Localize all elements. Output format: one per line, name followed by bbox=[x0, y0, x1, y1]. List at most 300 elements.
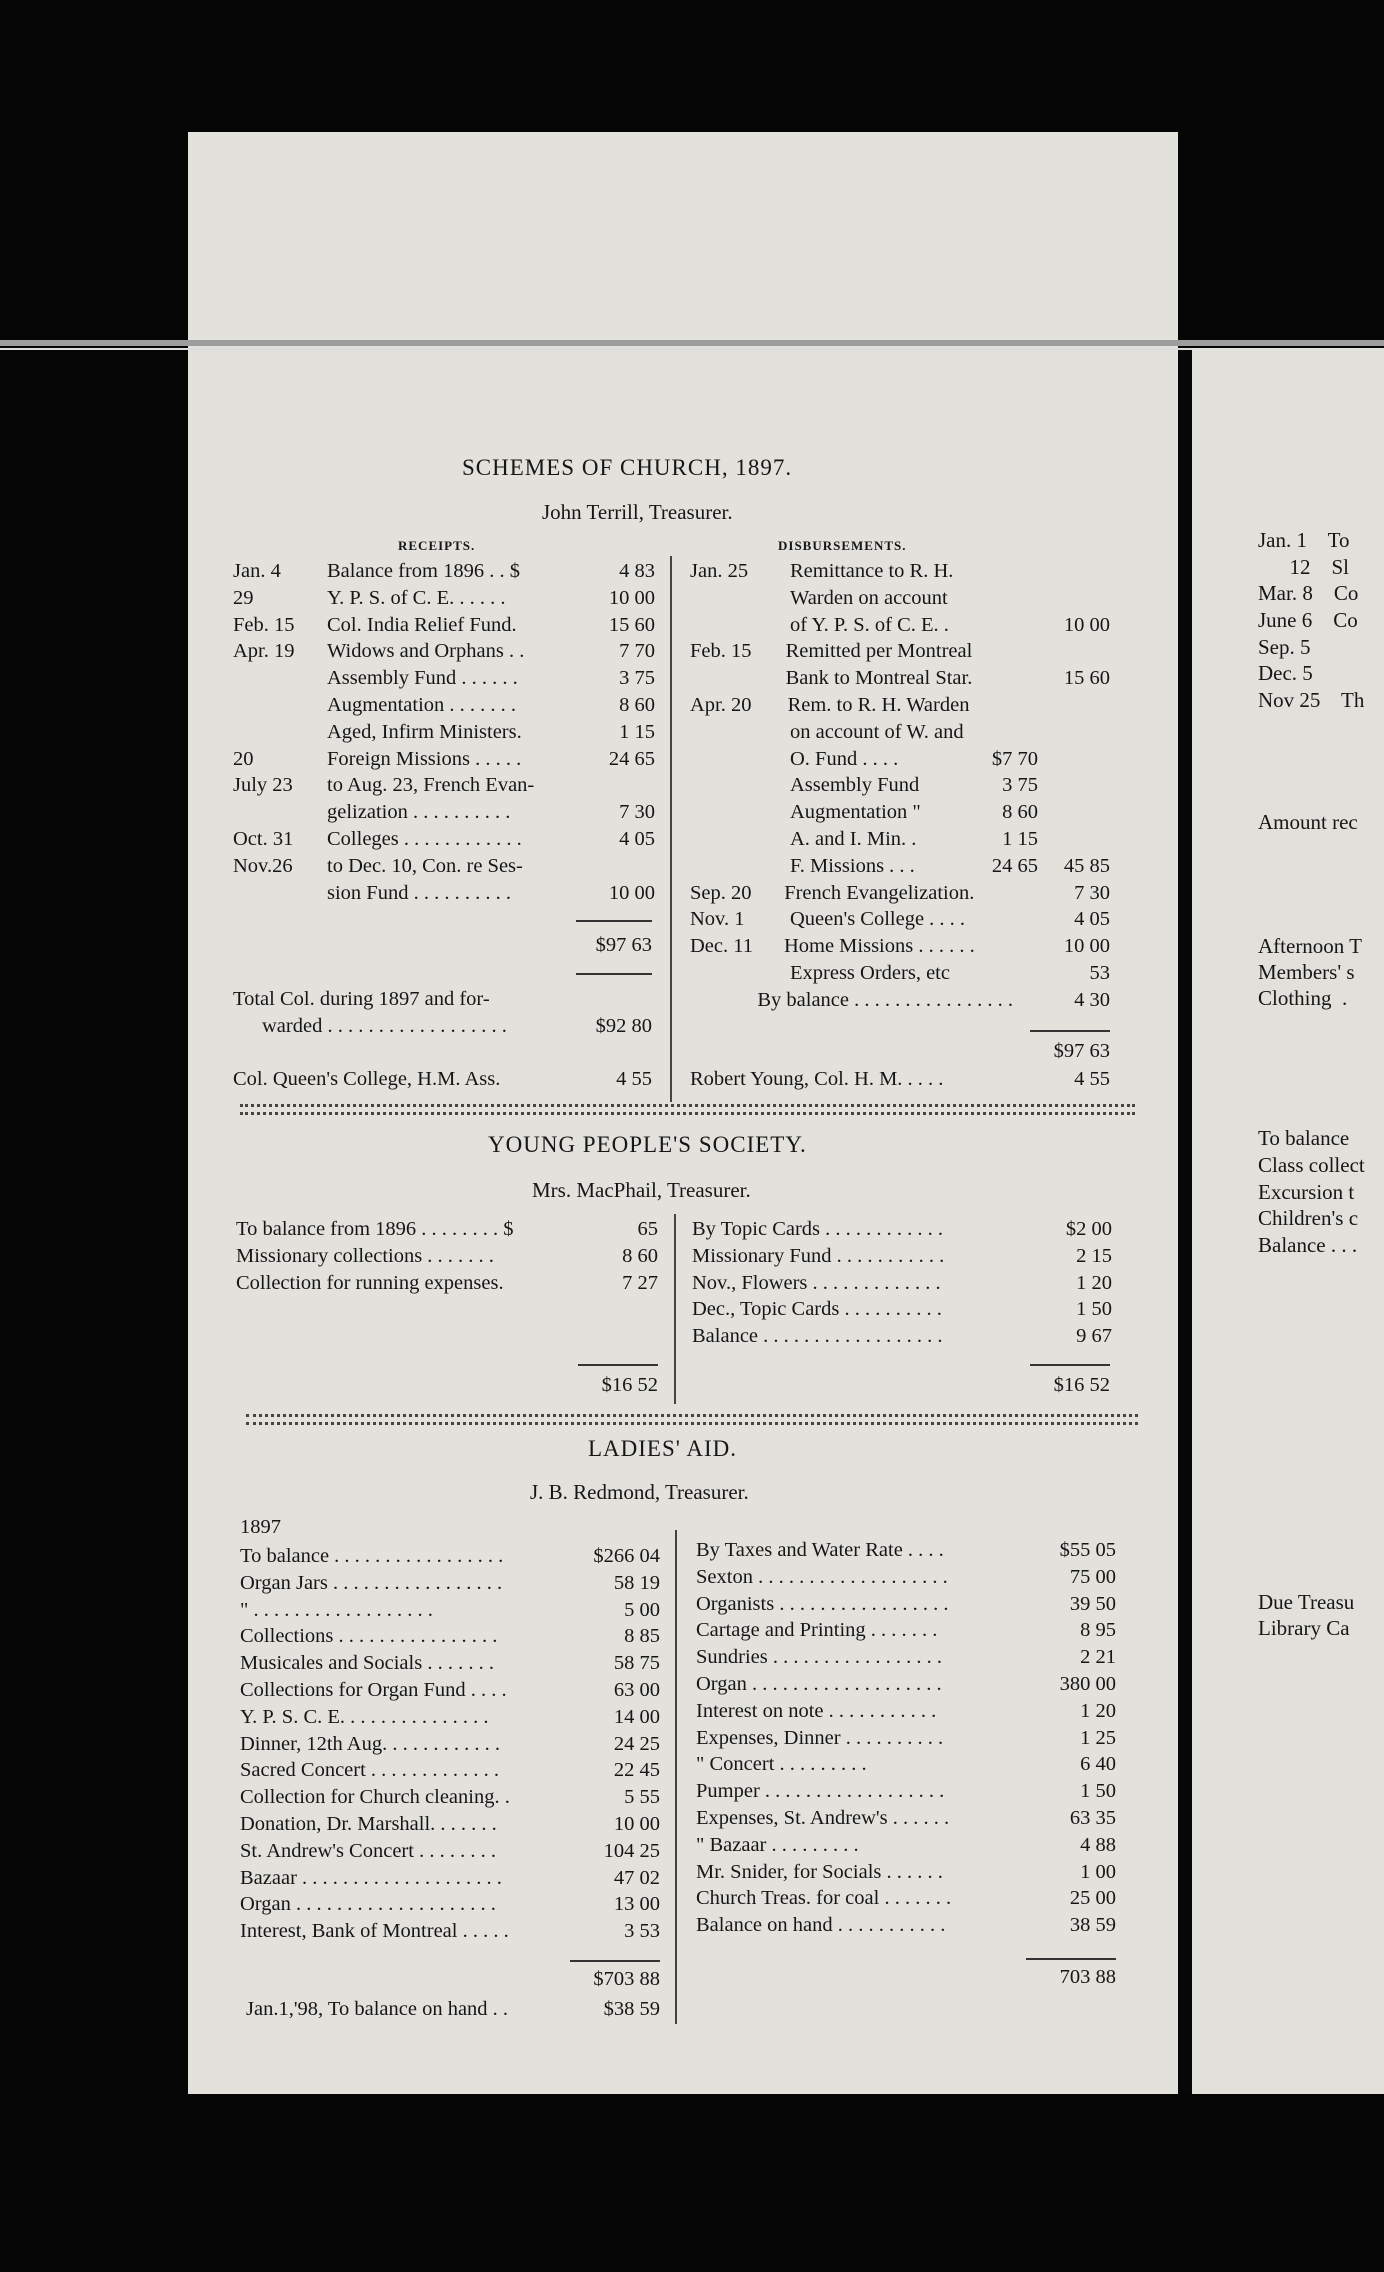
ledger-row bbox=[240, 1757, 660, 1784]
entry-description: Express Orders, etc bbox=[790, 961, 950, 984]
entry-description: Donation, Dr. Marshall. . . . . . . bbox=[240, 1812, 497, 1835]
entry-description: By Topic Cards . . . . . . . . . . . . bbox=[692, 1218, 944, 1240]
adjacent-page-line: Mar. 8 Co bbox=[1258, 581, 1359, 605]
entry-amount bbox=[1041, 638, 1110, 665]
entry-description: sion Fund . . . . . . . . . . bbox=[327, 881, 511, 904]
entry-date bbox=[690, 987, 757, 1014]
entry-description: " Concert . . . . . . . . . bbox=[696, 1753, 867, 1776]
entry-description: Collections . . . . . . . . . . . . . . . . bbox=[240, 1625, 498, 1648]
entry-amount: 4 83 bbox=[619, 560, 655, 582]
column-divider bbox=[670, 556, 672, 1102]
entry-date bbox=[233, 719, 327, 746]
entry-date bbox=[233, 665, 327, 692]
ledger-row bbox=[696, 1832, 1116, 1859]
entry-amount: 58 19 bbox=[613, 1571, 660, 1594]
ledger-row bbox=[696, 1751, 1116, 1778]
entry-amount: 7 30 bbox=[1074, 881, 1110, 904]
entry-amount bbox=[1038, 585, 1110, 612]
ledger-row bbox=[690, 692, 1110, 719]
entry-description: Assembly Fund bbox=[790, 774, 920, 797]
disbursements-header: DISBURSEMENTS. bbox=[778, 538, 907, 553]
entry-description: on account of W. and bbox=[790, 720, 964, 743]
entry-subamount bbox=[974, 880, 1042, 907]
entry-description: By balance . . . . . . . . . . . . . . . . bbox=[757, 988, 1013, 1011]
entry-description: Collection for Church cleaning. . bbox=[240, 1786, 510, 1809]
entry-description: To balance . . . . . . . . . . . . . . . . . bbox=[240, 1545, 504, 1567]
entry-amount: 10 00 bbox=[608, 881, 655, 904]
section-separator bbox=[246, 1414, 1138, 1417]
receipts-list bbox=[233, 558, 655, 906]
adjacent-page-line: 12 Sl bbox=[1258, 555, 1350, 579]
entry-description: O. Fund . . . . bbox=[790, 747, 899, 770]
entry-description: of Y. P. S. of C. E. . bbox=[790, 613, 949, 636]
disb-total-rule bbox=[1030, 1030, 1110, 1032]
entry-description: " . . . . . . . . . . . . . . . . . . bbox=[240, 1598, 433, 1621]
entry-date bbox=[690, 826, 790, 853]
queens-col-left-amt: 4 55 bbox=[616, 1068, 652, 1090]
entry-date bbox=[233, 880, 327, 907]
entry-amount bbox=[1038, 826, 1110, 853]
entry-subamount: 1 15 bbox=[1002, 827, 1038, 850]
entry-amount: 1 15 bbox=[619, 720, 655, 743]
entry-amount: 8 95 bbox=[1080, 1619, 1116, 1642]
entry-description: Sexton . . . . . . . . . . . . . . . . . . . bbox=[696, 1565, 948, 1588]
entry-description: To balance from 1896 . . . . . . . . $ bbox=[236, 1218, 514, 1240]
ledger-row bbox=[240, 1731, 660, 1758]
entry-amount: $2 00 bbox=[1065, 1218, 1112, 1240]
adjacent-page-line: June 6 Co bbox=[1258, 608, 1358, 632]
ladies-left-total-rule bbox=[570, 1960, 660, 1962]
entry-description: to Dec. 10, Con. re Ses- bbox=[327, 854, 523, 877]
entry-amount: 63 00 bbox=[613, 1678, 660, 1701]
entry-description: Warden on account bbox=[790, 586, 948, 609]
entry-date: Apr. 19 bbox=[233, 640, 295, 663]
entry-subamount: $7 70 bbox=[991, 747, 1038, 770]
entry-description: gelization . . . . . . . . . . bbox=[327, 801, 511, 824]
entry-amount: 4 05 bbox=[1074, 908, 1110, 931]
ledger-row bbox=[696, 1859, 1116, 1886]
ledger-row bbox=[233, 692, 655, 719]
adjacent-page-line: Balance . . . bbox=[1258, 1233, 1358, 1257]
entry-date bbox=[690, 665, 786, 692]
adjacent-page-line: Afternoon T bbox=[1258, 934, 1363, 958]
ledger-row bbox=[236, 1270, 658, 1297]
entry-amount: 1 50 bbox=[1080, 1780, 1116, 1803]
entry-amount: 8 60 bbox=[622, 1244, 658, 1267]
queens-col-right: Robert Young, Col. H. M. . . . . bbox=[690, 1068, 944, 1090]
column-divider bbox=[674, 1214, 676, 1404]
entry-amount: 39 50 bbox=[1069, 1592, 1116, 1615]
entry-date: Apr. 20 bbox=[690, 693, 752, 716]
entry-description: Nov., Flowers . . . . . . . . . . . . . bbox=[692, 1271, 941, 1294]
adjacent-page-line: Due Treasu bbox=[1258, 1590, 1355, 1614]
entry-amount bbox=[1038, 558, 1110, 585]
entry-date bbox=[690, 612, 790, 639]
entry-description: Balance on hand . . . . . . . . . . . bbox=[696, 1914, 946, 1937]
entry-amount bbox=[1038, 772, 1110, 799]
entry-amount: 2 15 bbox=[1076, 1244, 1112, 1267]
adjacent-page-line: Jan. 1 To bbox=[1258, 528, 1350, 552]
entry-description: Y. P. S. C. E. . . . . . . . . . . . . . . bbox=[240, 1705, 489, 1728]
entry-description: Remittance to R. H. bbox=[790, 560, 954, 582]
page-fold-highlight bbox=[0, 348, 1384, 350]
ledger-row bbox=[233, 826, 655, 853]
entry-amount: 8 85 bbox=[624, 1625, 660, 1648]
adjacent-page-line: Excursion t bbox=[1258, 1180, 1355, 1204]
entry-amount: 58 75 bbox=[613, 1652, 660, 1675]
entry-subamount bbox=[966, 960, 1038, 987]
entry-description: Assembly Fund . . . . . . bbox=[327, 667, 518, 690]
ledger-row bbox=[240, 1865, 660, 1892]
page-fold-line bbox=[0, 340, 1384, 346]
entry-subamount bbox=[969, 692, 1039, 719]
entry-description: Musicales and Socials . . . . . . . bbox=[240, 1652, 494, 1675]
entry-subamount bbox=[1013, 987, 1062, 1014]
ladies-closing: Jan.1,'98, To balance on hand . . bbox=[246, 1998, 509, 2020]
entry-amount bbox=[1038, 746, 1110, 773]
entry-date bbox=[690, 585, 790, 612]
entry-date: 29 bbox=[233, 586, 254, 609]
ledger-row bbox=[696, 1671, 1116, 1698]
ledger-row bbox=[696, 1805, 1116, 1832]
entry-amount: 1 50 bbox=[1076, 1298, 1112, 1321]
disb-total: $97 63 bbox=[1053, 1040, 1110, 1062]
entry-amount: 9 67 bbox=[1076, 1325, 1112, 1348]
ladies-left-list bbox=[240, 1543, 660, 1945]
ledger-row bbox=[696, 1698, 1116, 1725]
forwarded-rule bbox=[576, 973, 652, 975]
ledger-row bbox=[240, 1543, 660, 1570]
ledger-row bbox=[692, 1216, 1112, 1243]
ledger-row bbox=[690, 960, 1110, 987]
young-title: YOUNG PEOPLE'S SOCIETY. bbox=[488, 1132, 807, 1157]
forwarded-line-1: Total Col. during 1897 and for- bbox=[233, 988, 490, 1010]
entry-description: Pumper . . . . . . . . . . . . . . . . . . bbox=[696, 1780, 945, 1803]
entry-subamount bbox=[972, 638, 1041, 665]
entry-amount: 15 60 bbox=[1063, 667, 1111, 690]
entry-amount: 63 35 bbox=[1069, 1806, 1116, 1829]
ladies-right-total: 703 88 bbox=[1059, 1966, 1116, 1988]
ladies-treasurer: J. B. Redmond, Treasurer. bbox=[530, 1480, 749, 1504]
ledger-row bbox=[240, 1784, 660, 1811]
entry-amount: 4 30 bbox=[1074, 988, 1110, 1011]
entry-description: Rem. to R. H. Warden bbox=[787, 693, 970, 716]
ledger-row bbox=[236, 1216, 658, 1243]
ledger-row bbox=[690, 746, 1110, 773]
ledger-row bbox=[233, 853, 655, 880]
section-separator bbox=[240, 1104, 1135, 1107]
entry-date bbox=[690, 719, 790, 746]
ledger-row bbox=[240, 1704, 660, 1731]
column-divider bbox=[675, 1530, 677, 2024]
forwarded-line-2: warded . . . . . . . . . . . . . . . . . . bbox=[262, 1015, 507, 1037]
ledger-row bbox=[692, 1296, 1112, 1323]
ledger-row bbox=[692, 1270, 1112, 1297]
ledger-row bbox=[696, 1778, 1116, 1805]
entry-description: A. and I. Min. . bbox=[790, 827, 917, 850]
adjacent-page-line: Nov 25 Th bbox=[1258, 688, 1365, 712]
entry-amount bbox=[1038, 719, 1110, 746]
ledger-row bbox=[690, 585, 1110, 612]
ledger-row bbox=[690, 880, 1110, 907]
receipts-total: $97 63 bbox=[595, 934, 652, 956]
ledger-row bbox=[236, 1243, 658, 1270]
ledger-row bbox=[233, 638, 655, 665]
entry-amount: 47 02 bbox=[613, 1866, 660, 1889]
ledger-row bbox=[690, 558, 1110, 585]
disbursements-list bbox=[690, 558, 1110, 1014]
entry-subamount: 24 65 bbox=[991, 854, 1038, 877]
entry-amount: 13 00 bbox=[613, 1893, 660, 1916]
page-gutter bbox=[1178, 350, 1192, 2094]
adjacent-page bbox=[1192, 348, 1384, 2094]
entry-date bbox=[233, 799, 327, 826]
entry-amount: 4 05 bbox=[619, 827, 655, 850]
entry-description: St. Andrew's Concert . . . . . . . . bbox=[240, 1839, 496, 1862]
entry-date bbox=[690, 772, 790, 799]
entry-description: Organ . . . . . . . . . . . . . . . . . . . bbox=[696, 1672, 942, 1695]
young-right-total: $16 52 bbox=[1053, 1374, 1110, 1396]
entry-description: Interest on note . . . . . . . . . . . bbox=[696, 1699, 937, 1722]
queens-col-left: Col. Queen's College, H.M. Ass. bbox=[233, 1068, 501, 1090]
entry-subamount: 8 60 bbox=[1002, 801, 1038, 824]
ladies-closing-amt: $38 59 bbox=[603, 1998, 660, 2020]
ledger-row bbox=[690, 612, 1110, 639]
ladies-right-total-rule bbox=[1026, 1958, 1116, 1960]
entry-amount: 38 59 bbox=[1069, 1914, 1116, 1937]
entry-amount: 65 bbox=[637, 1218, 658, 1240]
ledger-row bbox=[690, 933, 1110, 960]
entry-subamount bbox=[966, 558, 1038, 585]
entry-subamount bbox=[972, 665, 1041, 692]
ledger-row bbox=[233, 719, 655, 746]
entry-description: Colleges . . . . . . . . . . . . bbox=[327, 827, 522, 850]
entry-description: Bank to Montreal Star. bbox=[785, 667, 973, 690]
section-separator bbox=[240, 1112, 1135, 1115]
ledger-row bbox=[692, 1243, 1112, 1270]
entry-description: Missionary collections . . . . . . . bbox=[236, 1244, 494, 1267]
young-left-list bbox=[236, 1216, 658, 1296]
entry-description: F. Missions . . . bbox=[790, 854, 915, 877]
entry-description: Dinner, 12th Aug. . . . . . . . . . . . bbox=[240, 1732, 500, 1755]
entry-description: Balance from 1896 . . $ bbox=[327, 560, 520, 582]
entry-amount: $266 04 bbox=[593, 1545, 660, 1567]
entry-description: Missionary Fund . . . . . . . . . . . bbox=[692, 1244, 945, 1267]
entry-amount: 6 40 bbox=[1080, 1753, 1116, 1776]
entry-amount: 15 60 bbox=[608, 613, 655, 636]
ledger-row bbox=[696, 1617, 1116, 1644]
entry-amount: 10 00 bbox=[608, 586, 655, 609]
entry-date bbox=[233, 692, 327, 719]
ladies-left-total: $703 88 bbox=[593, 1968, 660, 1990]
ledger-row bbox=[233, 558, 655, 585]
entry-description: Balance . . . . . . . . . . . . . . . . . . bbox=[692, 1325, 943, 1348]
ledger-row bbox=[696, 1912, 1116, 1939]
ledger-row bbox=[696, 1725, 1116, 1752]
entry-description: Bazaar . . . . . . . . . . . . . . . . . . . . bbox=[240, 1866, 502, 1889]
entry-amount: 22 45 bbox=[613, 1759, 660, 1782]
ledger-row bbox=[690, 987, 1110, 1014]
queens-col-right-amt: 4 55 bbox=[1074, 1068, 1110, 1090]
entry-description: Dec., Topic Cards . . . . . . . . . . bbox=[692, 1298, 942, 1321]
entry-description: Organists . . . . . . . . . . . . . . . . . bbox=[696, 1592, 949, 1615]
entry-date: Dec. 11 bbox=[690, 935, 753, 958]
entry-amount: 3 53 bbox=[624, 1920, 660, 1943]
entry-description: Collections for Organ Fund . . . . bbox=[240, 1678, 507, 1701]
adjacent-page-line: Amount rec bbox=[1258, 810, 1358, 834]
ledger-row bbox=[233, 665, 655, 692]
entry-date: Jan. 4 bbox=[233, 560, 281, 582]
adjacent-page-line: Members' s bbox=[1258, 960, 1355, 984]
entry-description: Interest, Bank of Montreal . . . . . bbox=[240, 1920, 509, 1943]
young-right-list bbox=[692, 1216, 1112, 1350]
ledger-row bbox=[696, 1564, 1116, 1591]
ledger-row bbox=[696, 1644, 1116, 1671]
ledger-row bbox=[240, 1570, 660, 1597]
entry-amount bbox=[1040, 692, 1110, 719]
entry-amount: 10 00 bbox=[1063, 613, 1110, 636]
ledger-row bbox=[696, 1885, 1116, 1912]
entry-description: Aged, Infirm Ministers. bbox=[327, 720, 522, 743]
ledger-row bbox=[233, 585, 655, 612]
ladies-title: LADIES' AID. bbox=[588, 1436, 738, 1461]
entry-description: Organ Jars . . . . . . . . . . . . . . . . . bbox=[240, 1571, 503, 1594]
entry-date bbox=[690, 960, 790, 987]
entry-amount: 7 70 bbox=[619, 640, 655, 663]
entry-amount: 75 00 bbox=[1069, 1565, 1116, 1588]
entry-amount: 10 00 bbox=[613, 1812, 660, 1835]
adjacent-page-line: Clothing . bbox=[1258, 986, 1348, 1010]
entry-date: July 23 bbox=[233, 774, 293, 797]
entry-amount: 3 75 bbox=[619, 667, 655, 690]
ledger-row bbox=[233, 772, 655, 799]
receipts-header: RECEIPTS. bbox=[398, 538, 476, 553]
entry-description: Collection for running expenses. bbox=[236, 1271, 504, 1294]
entry-amount: 1 20 bbox=[1076, 1271, 1112, 1294]
ledger-row bbox=[690, 906, 1110, 933]
ledger-row bbox=[690, 719, 1110, 746]
entry-amount: 7 27 bbox=[622, 1271, 658, 1294]
entry-amount: 25 00 bbox=[1069, 1887, 1116, 1910]
section-separator bbox=[246, 1422, 1138, 1425]
ledger-row bbox=[696, 1537, 1116, 1564]
ledger-row bbox=[240, 1677, 660, 1704]
entry-amount: 1 00 bbox=[1080, 1860, 1116, 1883]
ledger-row bbox=[240, 1891, 660, 1918]
ledger-row bbox=[233, 746, 655, 773]
adjacent-page-line: Library Ca bbox=[1258, 1616, 1350, 1640]
adjacent-page-line: Dec. 5 bbox=[1258, 661, 1313, 685]
entry-description: Mr. Snider, for Socials . . . . . . bbox=[696, 1860, 943, 1883]
young-treasurer: Mrs. MacPhail, Treasurer. bbox=[532, 1178, 751, 1202]
entry-amount: 104 25 bbox=[603, 1839, 660, 1862]
ledger-row bbox=[240, 1650, 660, 1677]
entry-amount: 24 25 bbox=[613, 1732, 660, 1755]
entry-description: Foreign Missions . . . . . bbox=[327, 747, 522, 770]
entry-subamount bbox=[966, 585, 1038, 612]
entry-amount: 1 20 bbox=[1080, 1699, 1116, 1722]
ledger-row bbox=[233, 612, 655, 639]
ledger-row bbox=[240, 1811, 660, 1838]
entry-description: Remitted per Montreal bbox=[785, 640, 973, 663]
entry-date bbox=[690, 853, 790, 880]
entry-subamount bbox=[966, 719, 1038, 746]
entry-date: 20 bbox=[233, 747, 254, 770]
entry-description: Expenses, Dinner . . . . . . . . . . bbox=[696, 1726, 944, 1749]
entry-amount: 380 00 bbox=[1059, 1672, 1116, 1695]
ladies-right-list bbox=[696, 1537, 1116, 1939]
ledger-row bbox=[240, 1623, 660, 1650]
entry-amount: 5 55 bbox=[624, 1786, 660, 1809]
ledger-row bbox=[690, 772, 1110, 799]
adjacent-page-line: Children's c bbox=[1258, 1206, 1359, 1230]
entry-description: French Evangelization. bbox=[784, 881, 975, 904]
entry-amount: 7 30 bbox=[619, 801, 655, 824]
schemes-title: SCHEMES OF CHURCH, 1897. bbox=[462, 455, 793, 480]
entry-description: Y. P. S. of C. E. . . . . . bbox=[327, 586, 506, 609]
entry-description: Widows and Orphans . . bbox=[327, 640, 525, 663]
entry-date bbox=[690, 746, 790, 773]
entry-date bbox=[690, 799, 790, 826]
adjacent-page-line: Sep. 5 bbox=[1258, 635, 1311, 659]
ledger-row bbox=[240, 1918, 660, 1945]
entry-amount: 53 bbox=[1089, 961, 1110, 984]
entry-description: Col. India Relief Fund. bbox=[327, 613, 517, 636]
entry-amount: 14 00 bbox=[613, 1705, 660, 1728]
entry-amount: 45 85 bbox=[1063, 854, 1110, 877]
entry-amount: 1 25 bbox=[1080, 1726, 1116, 1749]
ladies-year: 1897 bbox=[240, 1516, 281, 1538]
entry-amount: 2 21 bbox=[1080, 1646, 1116, 1669]
entry-description: By Taxes and Water Rate . . . . bbox=[696, 1539, 944, 1561]
young-left-total: $16 52 bbox=[601, 1374, 658, 1396]
entry-subamount: 3 75 bbox=[1002, 774, 1038, 797]
entry-description: Queen's College . . . . bbox=[790, 908, 966, 931]
ledger-row bbox=[240, 1838, 660, 1865]
entry-amount bbox=[583, 853, 655, 880]
entry-amount: 10 00 bbox=[1063, 935, 1110, 958]
entry-description: Cartage and Printing . . . . . . . bbox=[696, 1619, 938, 1642]
adjacent-page-line: Class collect bbox=[1258, 1153, 1365, 1177]
entry-date: Feb. 15 bbox=[690, 640, 752, 663]
entry-subamount bbox=[966, 906, 1038, 933]
entry-description: to Aug. 23, French Evan- bbox=[327, 774, 535, 797]
entry-date: Sep. 20 bbox=[690, 881, 752, 904]
entry-description: " Bazaar . . . . . . . . . bbox=[696, 1833, 859, 1856]
young-right-total-rule bbox=[1030, 1364, 1110, 1366]
ledger-row bbox=[690, 665, 1110, 692]
young-left-total-rule bbox=[578, 1364, 658, 1366]
ledger-row bbox=[696, 1591, 1116, 1618]
entry-date: Nov.26 bbox=[233, 854, 293, 877]
entry-subamount bbox=[975, 933, 1043, 960]
ledger-row bbox=[690, 638, 1110, 665]
receipts-total-rule bbox=[576, 920, 652, 922]
ledger-row bbox=[692, 1323, 1112, 1350]
entry-description: Church Treas. for coal . . . . . . . bbox=[696, 1887, 952, 1910]
ledger-row bbox=[233, 799, 655, 826]
entry-amount: 24 65 bbox=[608, 747, 655, 770]
ledger-row bbox=[690, 799, 1110, 826]
entry-amount bbox=[583, 772, 655, 799]
ledger-row bbox=[690, 853, 1110, 880]
entry-date: Oct. 31 bbox=[233, 827, 294, 850]
entry-date: Jan. 25 bbox=[690, 560, 749, 582]
adjacent-page-line: To balance bbox=[1258, 1126, 1350, 1150]
entry-description: Augmentation " bbox=[790, 801, 921, 824]
entry-date: Nov. 1 bbox=[690, 908, 745, 931]
entry-description: Home Missions . . . . . . bbox=[783, 935, 975, 958]
